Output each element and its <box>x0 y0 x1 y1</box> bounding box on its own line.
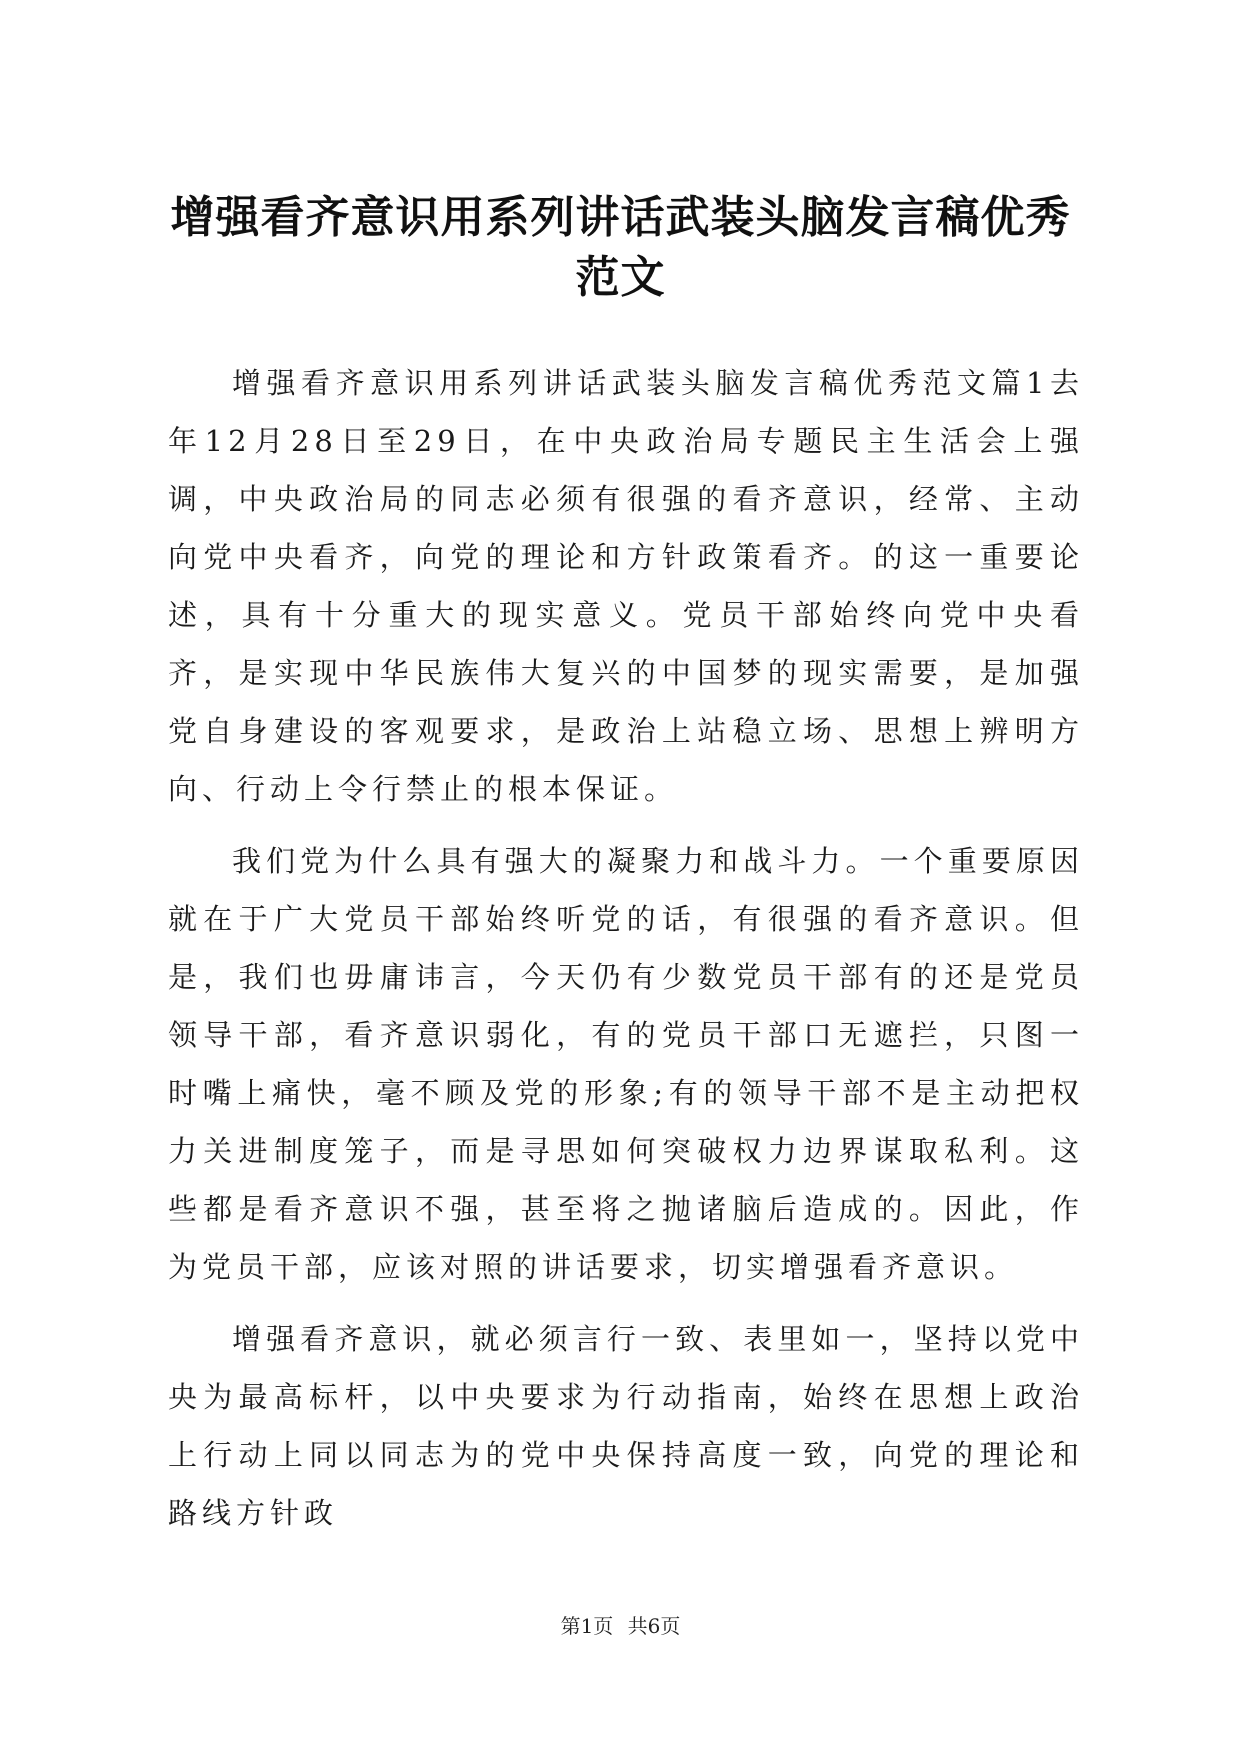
document-title: 增强看齐意识用系列讲话武装头脑发言稿优秀范文 <box>170 192 1071 303</box>
page-number: 第1页 <box>560 1614 614 1638</box>
page-footer <box>0 1612 1241 1640</box>
document-body <box>168 354 1084 1556</box>
paragraph-3: 增强看齐意识，就必须言行一致、表里如一，坚持以党中央为最高标杆，以中央要求为行动指南，始终在思想上政治上行动上同以同志为的党中央保持高度一致，向党的理论和路线方针政 <box>168 1322 1084 1530</box>
paragraph-2: 我们党为什么具有强大的凝聚力和战斗力。一个重要原因就在于广大党员干部始终听党的话，有很强的看齐意识。但是，我们也毋庸讳言，今天仍有少数党员干部有的还是党员领导干部，看齐意识弱化，有的党员干部口无遮拦，只图一时嘴上痛快，毫不顾及党的形象;有的领导干部不是主动把权力关进制度笼子，而是寻思如何突破权力边界谋取私利。这些都是看齐意识不强，甚至将之抛诸脑后造成的。因此，作为党员干部，应该对照的讲话要求，切实增强看齐意识。 <box>168 844 1084 1284</box>
paragraph-1: 增强看齐意识用系列讲话武装头脑发言稿优秀范文篇1去年12月28日至29日，在中央政治局专题民主生活会上强调，中央政治局的同志必须有很强的看齐意识，经常、主动向党中央看齐，向党的理论和方针政策看齐。的这一重要论述，具有十分重大的现实意义。党员干部始终向党中央看齐，是实现中华民族伟大复兴的中国梦的现实需要，是加强党自身建设的客观要求，是政治上站稳立场、思想上辨明方向、行动上令行禁止的根本保证。 <box>168 366 1084 806</box>
page-total: 共6页 <box>627 1614 681 1638</box>
